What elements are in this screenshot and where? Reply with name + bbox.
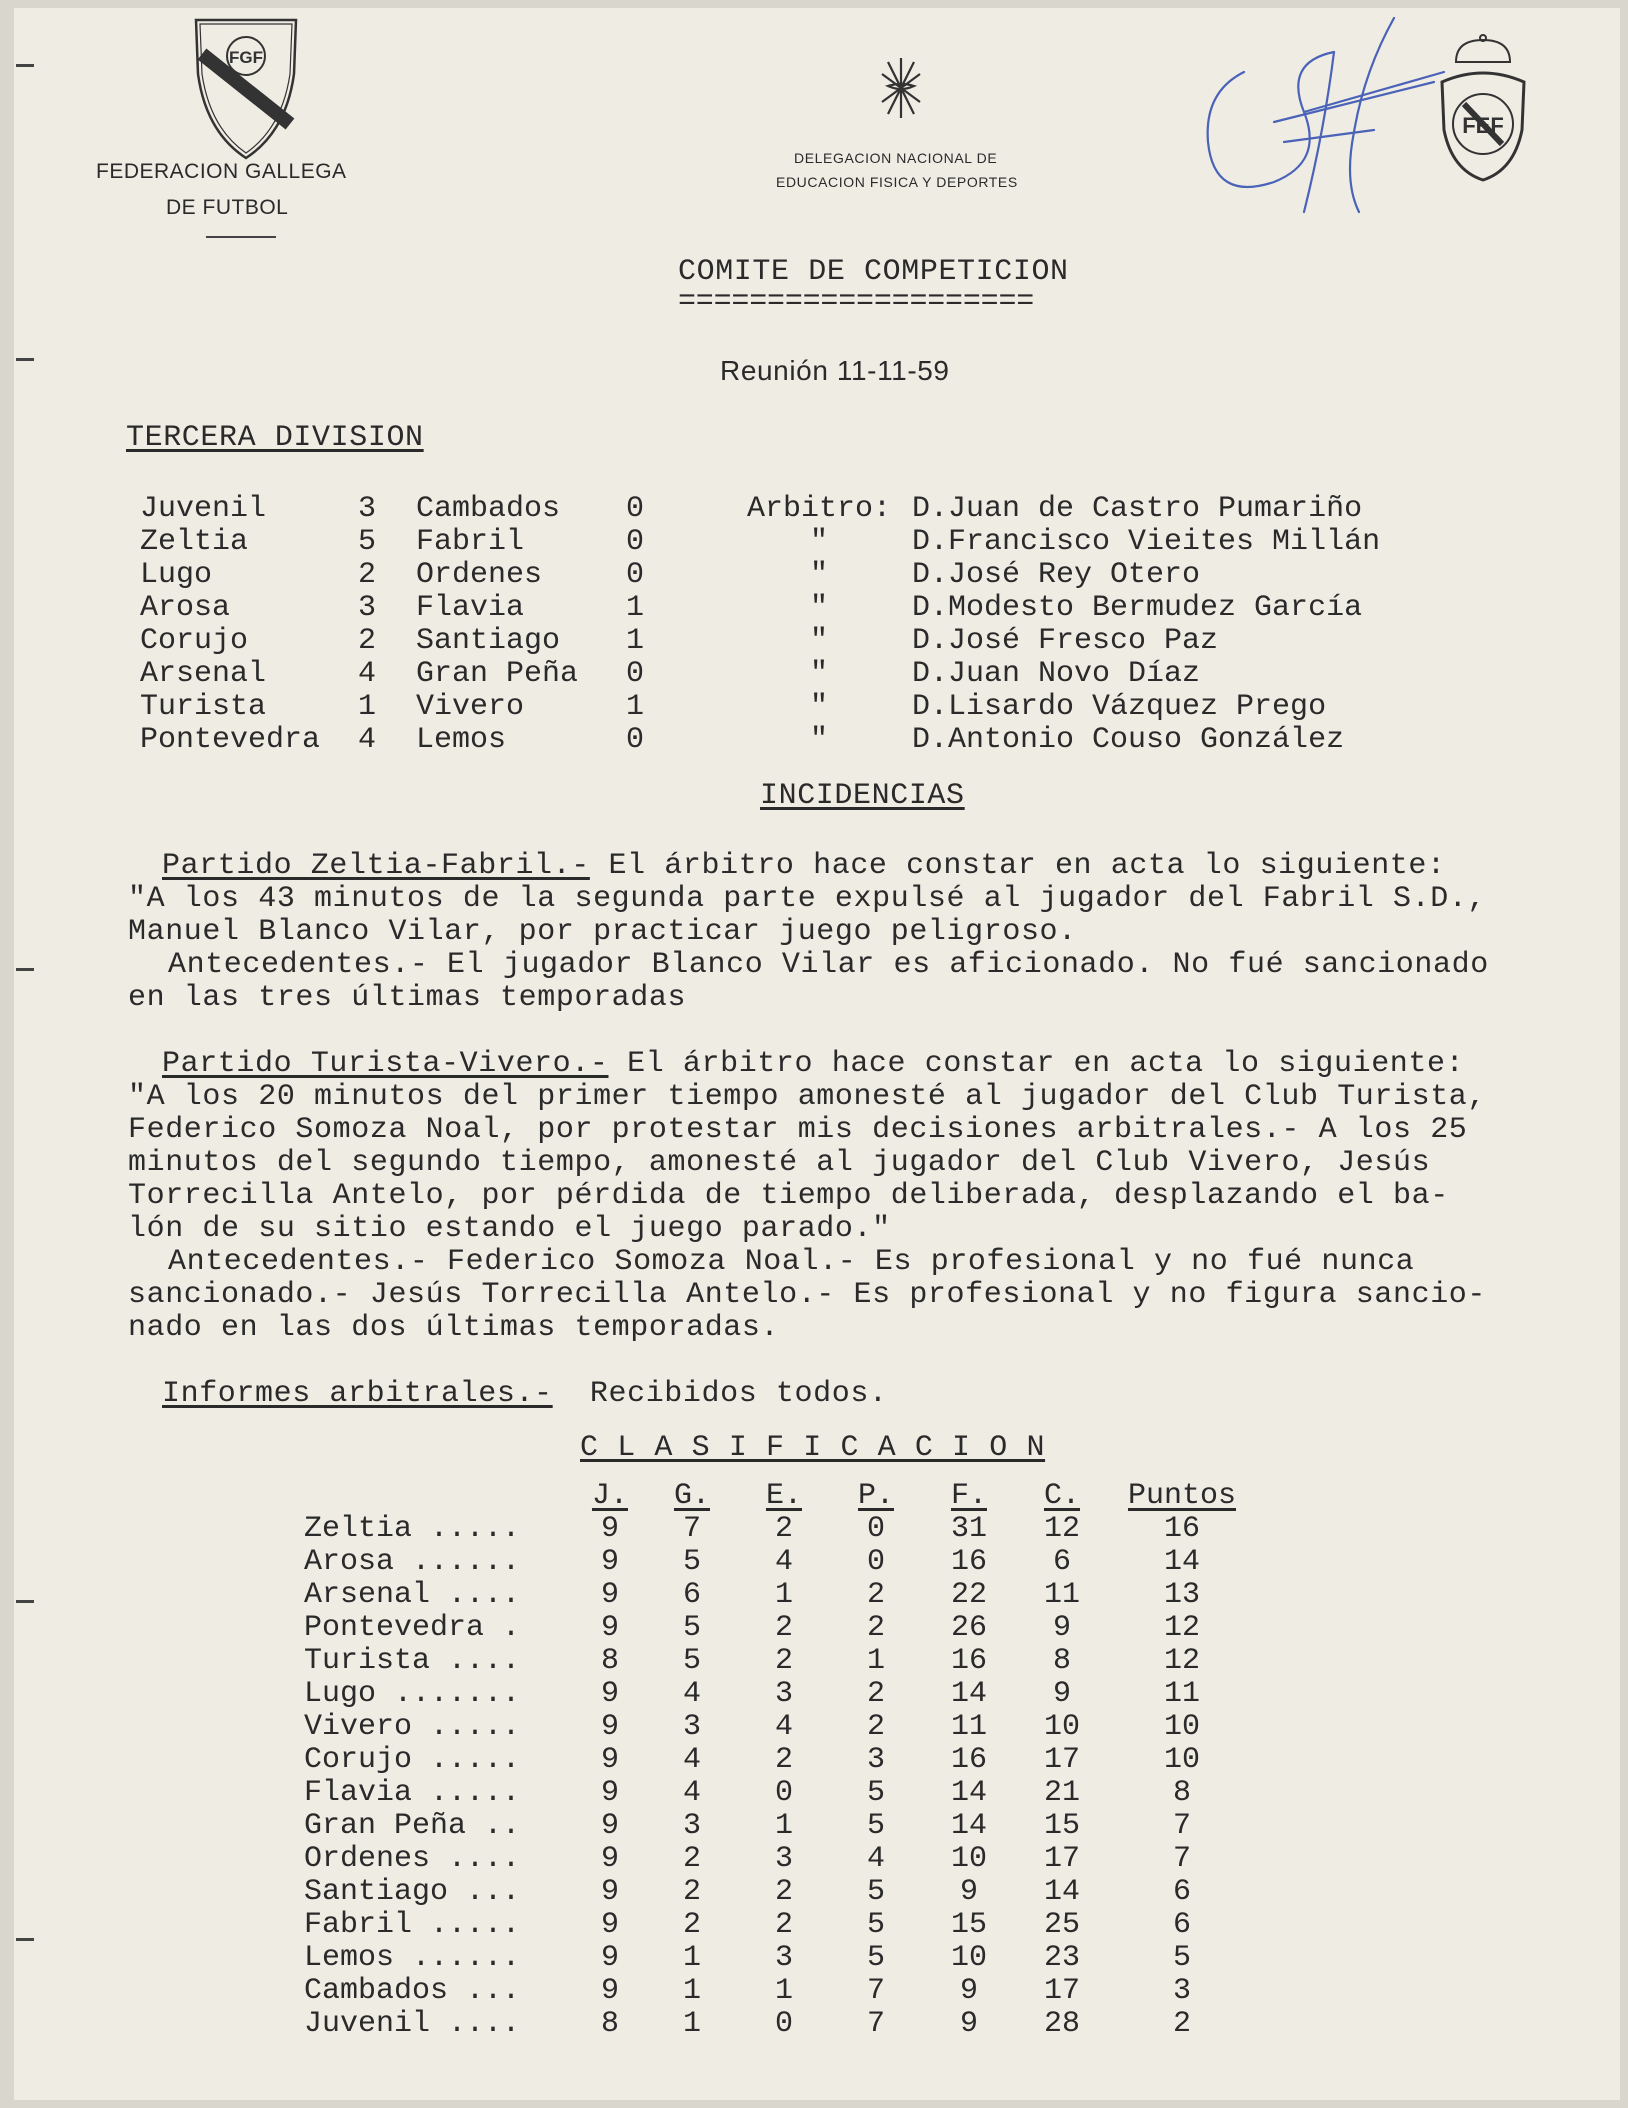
classification-row [304,1810,1256,1843]
classification-col-j: 9 [600,1677,619,1711]
result-row [140,691,1472,724]
result-away-goals: 0 [626,525,645,559]
classification-team: Juvenil .... [304,2007,521,2041]
classification-title: C L A S I F I C A C I O N [580,1431,1046,1465]
classification-points: 10 [1163,1710,1200,1744]
incident1-line2: "A los 43 minutos de la segunda parte expulsé al jugador del Fabril S.D., [128,882,1487,916]
classification-points: 2 [1172,2007,1191,2041]
classification-col-f: 26 [950,1611,987,1645]
classification-team: Corujo ..... [304,1743,521,1777]
federation-name-line1: FEDERACION GALLEGA [96,160,347,183]
incident2-line8: sancionado.- Jesús Torrecilla Antelo.- Es profesional y no figura sancio- [128,1278,1487,1312]
classification-col-j: 9 [600,1545,619,1579]
classification-row [304,1744,1256,1777]
classification-col-e: 2 [774,1611,793,1645]
classification-team: Gran Peña .. [304,1809,521,1843]
classification-points: 11 [1163,1677,1200,1711]
classification-team: Lemos ...... [304,1941,521,1975]
result-referee: D.Juan de Castro Pumariño [912,492,1363,526]
federation-crest-icon [190,14,302,162]
classification-points: 10 [1163,1743,1200,1777]
result-referee: D.Lisardo Vázquez Prego [912,690,1327,724]
incident2-line1 [162,1048,1628,1081]
classification-col-c: 14 [1043,1875,1080,1909]
classification-row [304,1909,1256,1942]
classification-team: Pontevedra . [304,1611,521,1645]
result-row [140,526,1472,559]
classification-col-c: 12 [1043,1512,1080,1546]
result-home: Arosa [140,591,231,625]
result-home-goals: 2 [358,624,377,658]
classification-row [304,1612,1256,1645]
classification-team: Arsenal .... [304,1578,521,1612]
classification-col-c: 6 [1052,1545,1071,1579]
classification-team: Vivero ..... [304,1710,521,1744]
classification-col-j: 9 [600,1512,619,1546]
classification-col-f: 14 [950,1776,987,1810]
classification-col-j: 9 [600,1776,619,1810]
result-away: Gran Peña [416,657,579,691]
classification-col-f: 16 [950,1743,987,1777]
title-rule: ==================== [678,285,1035,319]
result-ref-label: " [809,591,828,625]
result-away-goals: 0 [626,657,645,691]
classification-col-c: 28 [1043,2007,1080,2041]
informes-value: Recibidos todos. [589,1377,888,1411]
incident1-line4: Antecedentes.- El jugador Blanco Vilar es aficionado. No fué sancionado [168,948,1489,982]
classification-col-e: 1 [774,1809,793,1843]
classification-col-g: 4 [682,1776,701,1810]
classification-row [304,1645,1256,1678]
classification-col-c: 17 [1043,1743,1080,1777]
classification-col-p: 7 [866,1974,885,2008]
classification-team: Flavia ..... [304,1776,521,1810]
result-ref-label: " [809,723,828,757]
classification-col-j: 9 [600,1743,619,1777]
left-crest-text: FGF [229,48,263,67]
classification-col-j: 9 [600,1974,619,2008]
classification-col-e: 2 [774,1908,793,1942]
classification-points: 5 [1172,1941,1191,1975]
edge-mark [16,968,34,971]
yoke-and-arrows-emblem-icon [880,52,922,124]
classification-col-g: 3 [682,1710,701,1744]
result-referee: D.José Fresco Paz [912,624,1219,658]
spanish-federation-crest-icon [1434,34,1532,184]
column-header: F. [950,1479,987,1513]
result-ref-label: Arbitro: [746,492,892,526]
classification-col-f: 16 [950,1644,987,1678]
classification-col-g: 4 [682,1677,701,1711]
classification-team: Zeltia ..... [304,1512,521,1546]
classification-col-g: 2 [682,1875,701,1909]
incident2-line7: Antecedentes.- Federico Somoza Noal.- Es profesional y no fué nunca [168,1245,1415,1279]
result-home-goals: 3 [358,492,377,526]
incident1-line1 [162,850,1628,883]
classification-row [304,1513,1256,1546]
classification-col-e: 2 [774,1512,793,1546]
classification-col-f: 31 [950,1512,987,1546]
classification-col-e: 0 [774,2007,793,2041]
classification-table [304,1480,1256,2041]
column-header: E. [765,1479,802,1513]
result-home: Turista [140,690,267,724]
classification-col-f: 14 [950,1809,987,1843]
document-page [14,8,1620,2100]
incident2-line5: Torrecilla Antelo, por pérdida de tiempo deliberada, desplazando el ba- [128,1179,1449,1213]
classification-col-p: 7 [866,2007,885,2041]
classification-col-f: 10 [950,1941,987,1975]
classification-team: Cambados ... [304,1974,521,2008]
result-home-goals: 5 [358,525,377,559]
incident2-line4: minutos del segundo tiempo, amonesté al jugador del Club Vivero, Jesús [128,1146,1431,1180]
result-away: Flavia [416,591,525,625]
classification-col-p: 2 [866,1710,885,1744]
result-home-goals: 3 [358,591,377,625]
column-header: J. [591,1479,628,1513]
classification-col-g: 3 [682,1809,701,1843]
incident1-heading: Partido Zeltia-Fabril.- [162,849,590,883]
classification-col-f: 9 [959,2007,978,2041]
right-crest-text: FEF [1462,113,1504,138]
meeting-date: Reunión 11-11-59 [720,355,950,386]
classification-row [304,1546,1256,1579]
result-home: Corujo [140,624,249,658]
column-header: Puntos [1127,1479,1237,1513]
classification-points: 6 [1172,1908,1191,1942]
result-referee: D.Antonio Couso González [912,723,1345,757]
classification-col-p: 5 [866,1776,885,1810]
result-referee: D.Modesto Bermudez García [912,591,1363,625]
classification-col-e: 3 [774,1677,793,1711]
classification-col-e: 4 [774,1710,793,1744]
classification-points: 7 [1172,1809,1191,1843]
classification-row [304,1579,1256,1612]
classification-col-g: 2 [682,1842,701,1876]
classification-col-g: 5 [682,1611,701,1645]
incident1-line3: Manuel Blanco Vilar, por practicar juego peligroso. [128,915,1077,949]
classification-col-g: 4 [682,1743,701,1777]
classification-col-p: 4 [866,1842,885,1876]
classification-col-p: 5 [866,1941,885,1975]
classification-points: 7 [1172,1842,1191,1876]
classification-points: 12 [1163,1644,1200,1678]
classification-col-j: 9 [600,1611,619,1645]
edge-mark [16,1938,34,1941]
handwritten-signature [1184,12,1454,222]
federation-name-line2: DE FUTBOL [166,196,289,219]
result-away-goals: 0 [626,492,645,526]
classification-col-g: 7 [682,1512,701,1546]
result-home-goals: 1 [358,690,377,724]
classification-col-j: 8 [600,2007,619,2041]
classification-col-j: 9 [600,1710,619,1744]
classification-row [304,1876,1256,1909]
classification-col-e: 3 [774,1941,793,1975]
incident1-line5: en las tres últimas temporadas [128,981,687,1015]
result-home: Pontevedra [140,723,321,757]
result-ref-label: " [809,624,828,658]
classification-col-f: 9 [959,1875,978,1909]
classification-col-c: 10 [1043,1710,1080,1744]
informes-line [162,1378,1628,1411]
incident2-line3: Federico Somoza Noal, por protestar mis decisiones arbitrales.- A los 25 [128,1113,1468,1147]
result-away: Lemos [416,723,507,757]
classification-row [304,1975,1256,2008]
classification-row [304,1843,1256,1876]
result-row [140,592,1472,625]
classification-row [304,1777,1256,1810]
edge-mark [16,358,34,361]
result-ref-label: " [809,690,828,724]
classification-col-p: 2 [866,1611,885,1645]
classification-col-e: 1 [774,1974,793,2008]
result-referee: D.Juan Novo Díaz [912,657,1201,691]
result-away: Santiago [416,624,561,658]
incident2-line2: "A los 20 minutos del primer tiempo amonesté al jugador del Club Turista, [128,1080,1487,1114]
classification-col-f: 22 [950,1578,987,1612]
classification-col-c: 9 [1052,1677,1071,1711]
edge-mark [16,64,34,67]
classification-team: Ordenes .... [304,1842,521,1876]
classification-col-j: 9 [600,1578,619,1612]
classification-col-g: 6 [682,1578,701,1612]
classification-points: 8 [1172,1776,1191,1810]
delegation-line2: EDUCACION FISICA Y DEPORTES [776,174,1018,190]
result-away-goals: 0 [626,558,645,592]
classification-col-e: 2 [774,1875,793,1909]
classification-col-c: 21 [1043,1776,1080,1810]
classification-col-e: 4 [774,1545,793,1579]
informes-label: Informes arbitrales.- [162,1377,553,1411]
classification-col-j: 9 [600,1941,619,1975]
edge-mark [16,1600,34,1603]
result-home-goals: 2 [358,558,377,592]
result-away-goals: 1 [626,690,645,724]
classification-team: Fabril ..... [304,1908,521,1942]
result-away: Vivero [416,690,525,724]
result-row [140,625,1472,658]
classification-col-j: 9 [600,1875,619,1909]
classification-col-j: 9 [600,1842,619,1876]
classification-col-p: 2 [866,1677,885,1711]
classification-col-f: 11 [950,1710,987,1744]
delegation-line1: DELEGACION NACIONAL DE [794,150,998,166]
classification-col-j: 8 [600,1644,619,1678]
division-heading: TERCERA DIVISION [126,421,424,455]
result-ref-label: " [809,657,828,691]
result-away-goals: 1 [626,591,645,625]
classification-col-e: 2 [774,1644,793,1678]
classification-points: 6 [1172,1875,1191,1909]
page-title: COMITE DE COMPETICION [678,255,1069,289]
classification-col-f: 16 [950,1545,987,1579]
classification-points: 3 [1172,1974,1191,2008]
classification-col-g: 1 [682,1941,701,1975]
classification-col-e: 2 [774,1743,793,1777]
result-referee: D.José Rey Otero [912,558,1201,592]
classification-col-j: 9 [600,1908,619,1942]
classification-col-f: 14 [950,1677,987,1711]
classification-col-c: 11 [1043,1578,1080,1612]
classification-col-p: 3 [866,1743,885,1777]
classification-col-p: 1 [866,1644,885,1678]
classification-col-p: 0 [866,1512,885,1546]
column-header: G. [673,1479,710,1513]
classification-col-g: 2 [682,1908,701,1942]
result-home: Juvenil [140,492,267,526]
classification-col-j: 9 [600,1809,619,1843]
classification-team: Turista .... [304,1644,521,1678]
classification-col-g: 5 [682,1545,701,1579]
classification-col-c: 17 [1043,1842,1080,1876]
classification-col-g: 1 [682,1974,701,2008]
classification-row [304,1711,1256,1744]
result-ref-label: " [809,525,828,559]
incident2-line6: lón de su sitio estando el juego parado." [128,1212,891,1246]
classification-col-p: 5 [866,1875,885,1909]
result-row [140,493,1472,526]
incident2-heading: Partido Turista-Vivero.- [162,1047,609,1081]
classification-col-e: 1 [774,1578,793,1612]
result-home: Zeltia [140,525,249,559]
classification-col-p: 5 [866,1809,885,1843]
result-away: Ordenes [416,558,543,592]
classification-col-f: 9 [959,1974,978,2008]
column-header: P. [857,1479,894,1513]
result-home-goals: 4 [358,723,377,757]
result-away-goals: 0 [626,723,645,757]
result-row [140,658,1472,691]
classification-row [304,1942,1256,1975]
classification-col-p: 2 [866,1578,885,1612]
classification-col-c: 15 [1043,1809,1080,1843]
classification-points: 12 [1163,1611,1200,1645]
result-referee: D.Francisco Vieites Millán [912,525,1381,559]
incident1-line1-text: El árbitro hace constar en acta lo siguiente: [589,849,1446,883]
classification-col-p: 5 [866,1908,885,1942]
incidencias-heading: INCIDENCIAS [760,779,965,813]
incident2-line9: nado en las dos últimas temporadas. [128,1311,780,1345]
classification-col-c: 8 [1052,1644,1071,1678]
classification-points: 14 [1163,1545,1200,1579]
classification-col-c: 9 [1052,1611,1071,1645]
classification-col-e: 3 [774,1842,793,1876]
classification-row [304,1678,1256,1711]
classification-col-p: 0 [866,1545,885,1579]
result-row [140,724,1472,757]
classification-col-e: 0 [774,1776,793,1810]
result-away: Cambados [416,492,561,526]
classification-col-f: 15 [950,1908,987,1942]
result-home-goals: 4 [358,657,377,691]
classification-row [304,2008,1256,2041]
divider [206,236,276,238]
classification-col-c: 23 [1043,1941,1080,1975]
classification-col-f: 10 [950,1842,987,1876]
result-away-goals: 1 [626,624,645,658]
incident2-line1-text: El árbitro hace constar en acta lo siguiente: [608,1047,1465,1081]
result-away: Fabril [416,525,525,559]
classification-points: 16 [1163,1512,1200,1546]
results-table [140,493,1472,757]
classification-team: Santiago ... [304,1875,521,1909]
result-row [140,559,1472,592]
classification-team: Lugo ....... [304,1677,521,1711]
result-home: Arsenal [140,657,267,691]
classification-team: Arosa ...... [304,1545,521,1579]
column-header: C. [1043,1479,1080,1513]
result-ref-label: " [809,558,828,592]
classification-col-c: 25 [1043,1908,1080,1942]
classification-points: 13 [1163,1578,1200,1612]
classification-col-g: 1 [682,2007,701,2041]
classification-col-g: 5 [682,1644,701,1678]
classification-col-c: 17 [1043,1974,1080,2008]
result-home: Lugo [140,558,213,592]
